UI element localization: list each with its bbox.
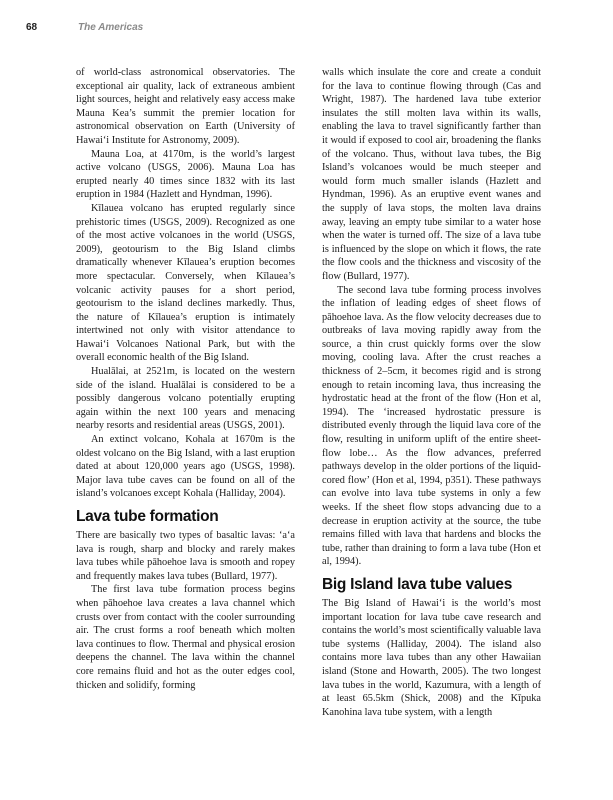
paragraph: The second lava tube forming process involves the inflation of leading edges of sheet flows of pāhoehoe lava. As the flow velocity decreases due to outbreaks of lava moving rapidly away from the source, a thin crust quickly forms over the slow moving, cooling lava. After the crust reaches a thickness of 2–5cm, it becomes rigid and is strong enough to retain incoming lava, thus increasing the hydrostatic head at the front of the flow (Hon et al, 1994). The ‘increased hydrostatic pressure is distributed evenly through the liquid lava core of the flow, resulting in uniform uplift of the entire sheet-flow lobe… As the flow advances, preferred pathways develop in the older portions of the liquid-cored flow’ (Hon et al, 1994, p351). These pathways can evolve into lava tube systems in only a few weeks. If the sheet flow stops advancing due to a decrease in eruption activity at the source, the tube remains filled with lava that hardens and blocks the tube, rather than draining to form a lava tube (Hon et al, 1994). bbox=[322, 284, 541, 568]
left-column bbox=[76, 66, 295, 692]
paragraph: The Big Island of Hawai‘i is the world’s most important location for lava tube cave research and contains the world’s most scientifically valuable lava tube systems (Halliday, 2004). The island also contains more lava tubes than any other Hawaiian island (Stone and Howarth, 2005). The two longest lava tubes in the world, Kazumura, with a length of at least 65.5km (Shick, 2008) and the Kīpuka Kanohina lava tube system, with a length bbox=[322, 597, 541, 718]
page-number: 68 bbox=[26, 22, 38, 33]
section-heading: Lava tube formation bbox=[76, 508, 219, 525]
paragraph: Hualālai, at 2521m, is located on the western side of the island. Hualālai is considered to be a possibly dangerous volcano potentially erupting again within the next 100 years and menacing nearby resorts and residential areas (USGS, 2001). bbox=[76, 366, 295, 432]
paragraph: An extinct volcano, Kohala at 1670m is the oldest volcano on the Big Island, with a last eruption dated at about 120,000 years ago (USGS, 1998). Major lava tube caves can be found on all of the island’s volcanoes except Kohala (Halliday, 2004). bbox=[76, 434, 295, 500]
section-heading: Big Island lava tube values bbox=[322, 575, 513, 593]
paragraph: walls which insulate the core and create a conduit for the lava to continue flowing through (Cas and Wright, 1987). The hardened lava tube exterior insulates the still molten lava within its walls, enabling the lava to travel significantly farther than it would if exposed to cool air, broadening the flanks of the volcano. Thus, without lava tubes, the Big Island’s volcanoes would be much steeper and would form much smaller islands (Hazlett and Hyndman, 1996). As an eruptive event wanes and the supply of lava stops, the molten lava drains away, leaving an empty tube similar to a water hose when the water is turned off. The size of a lava tube is influenced by the slope on which it flows, the rate the flow cools and the thickness and viscosity of the flow (Bullard, 1977). bbox=[322, 67, 541, 282]
paragraph: Kīlauea volcano has erupted regularly since prehistoric times (USGS, 2009). Recognized as one of the most active volcanoes in the world (USGS, 2009), geotourism to the Big Island climbs dramatically whenever Kīlauea’s eruption becomes more spectacular. Conversely, when Kīlauea’s volcanic activity pauses for a short period, geotourism to the island declines markedly. Thus, the nature of Kīlauea’s eruption is intimately intertwined not only with visitor attendance to Hawai‘i Volcanoes National Park, but with the overall economic health of the Big Island. bbox=[76, 202, 295, 364]
paragraph: There are basically two types of basaltic lavas: ‘a‘a lava is rough, sharp and blocky and rarely makes lava tubes while pāhoehoe lava is smooth and ropey and frequently makes lava tubes (Bullard, 1977). bbox=[76, 530, 295, 582]
paragraph: of world-class astronomical observatories. The exceptional air quality, lack of extraneous ambient light sources, height and relatively easy access make Mauna Kea’s summit the premier location for astronomical observation on Earth (University of Hawai‘i Institute for Astronomy, 2009). bbox=[76, 67, 295, 146]
paragraph: The first lava tube formation process begins when pāhoehoe lava creates a lava channel which crusts over from contact with the cooler surrounding air. The crust forms a roof beneath which molten lava continues to flow. Thermal and physical erosion deepens the channel. The lava within the channel core remains fluid and hot as the outer edges cool, thicken and solidify, forming bbox=[76, 584, 295, 691]
running-head: The Americas bbox=[78, 22, 144, 33]
page-header bbox=[0, 22, 613, 36]
paragraph: Mauna Loa, at 4170m, is the world’s largest active volcano (USGS, 2006). Mauna Loa has erupted nearly 40 times since 1832 with its last eruption in 1984 (Hazlett and Hyndman, 1996). bbox=[76, 148, 295, 201]
right-column bbox=[322, 66, 541, 719]
